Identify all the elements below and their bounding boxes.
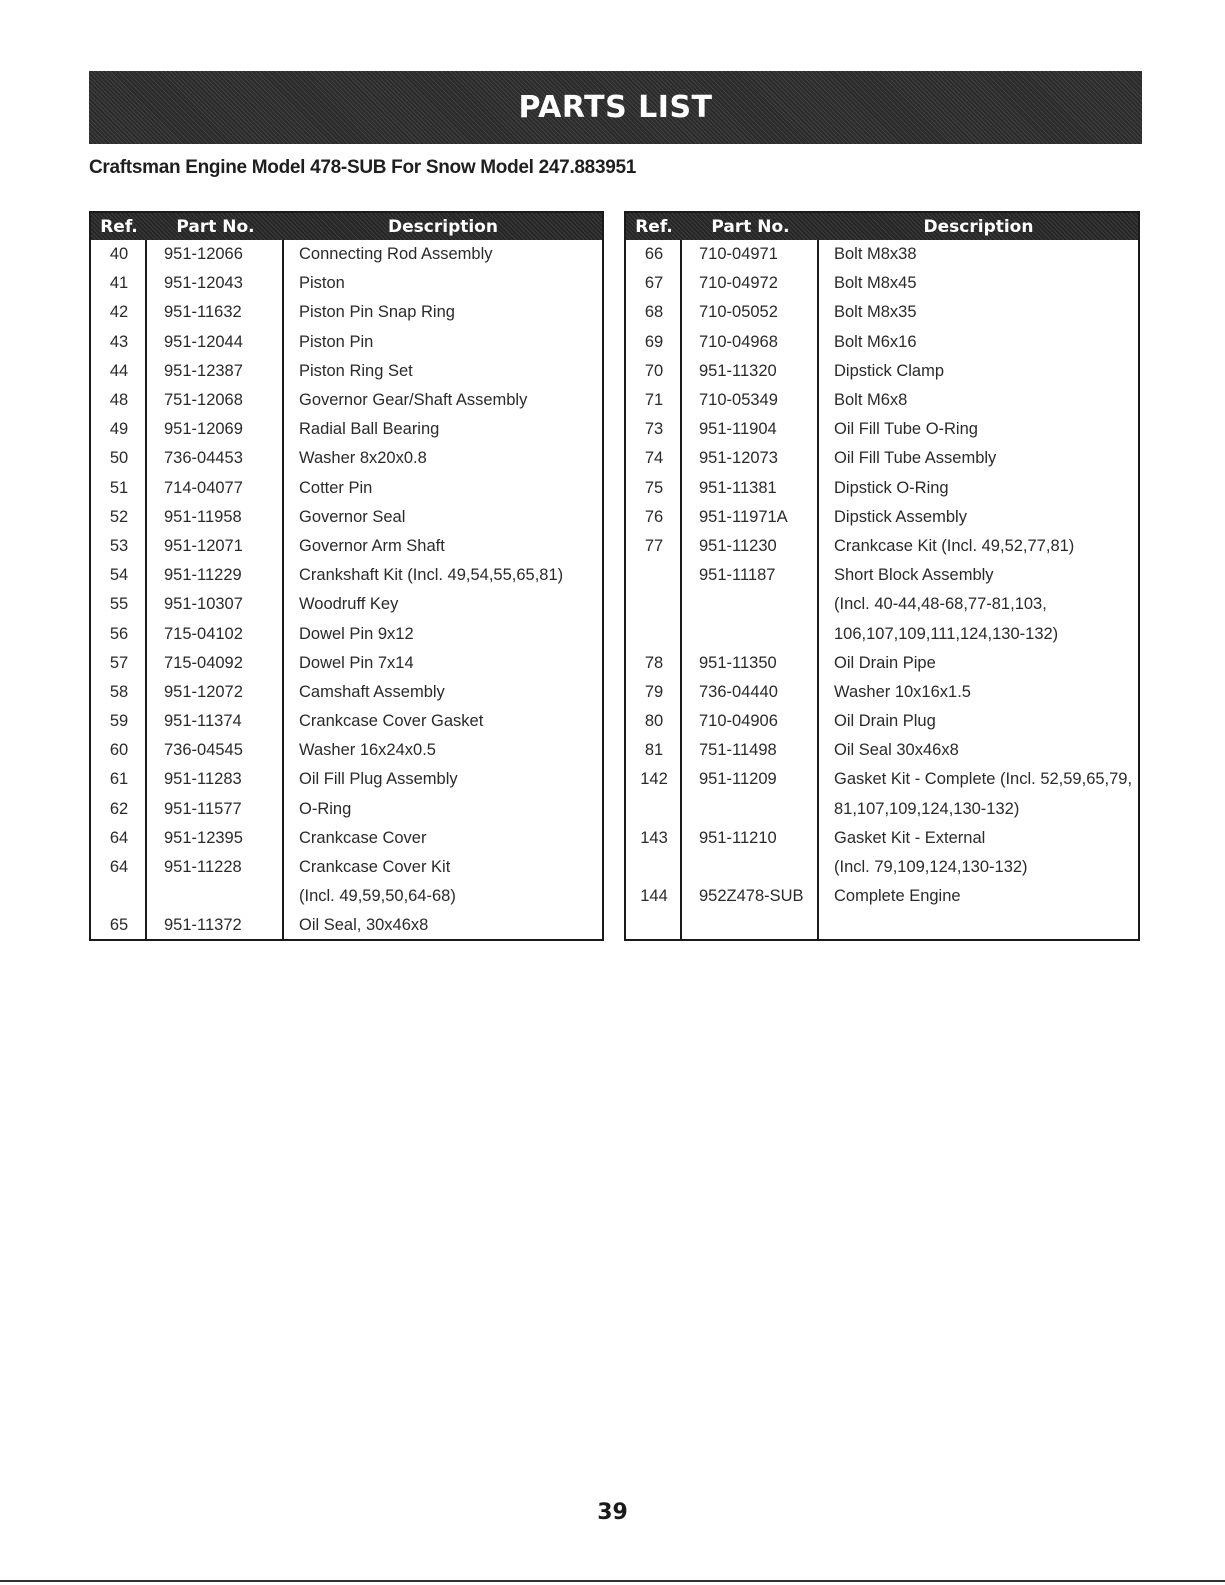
- header-part-no: Part No.: [176, 216, 255, 237]
- table-row: [626, 386, 1138, 415]
- description-cell: O-Ring: [299, 799, 352, 818]
- ref-cell: 54: [109, 566, 129, 585]
- description-cell: Camshaft Assembly: [299, 682, 445, 701]
- description-cell: Connecting Rod Assembly: [299, 245, 493, 264]
- part-no-cell: 951-11320: [699, 361, 777, 380]
- description-cell: Dowel Pin 7x14: [299, 653, 414, 672]
- part-no-cell: 951-11230: [699, 536, 777, 555]
- description-cell: Dipstick O-Ring: [834, 478, 949, 497]
- table-row: [626, 328, 1138, 357]
- table-row: [91, 561, 602, 590]
- part-no-cell: 951-11209: [699, 770, 777, 789]
- ref-cell: 77: [644, 536, 664, 555]
- description-cell: Dipstick Assembly: [834, 507, 967, 526]
- description-cell: (Incl. 40-44,48-68,77-81,103,: [834, 595, 1047, 614]
- ref-cell: 67: [644, 274, 664, 293]
- description-cell: Crankshaft Kit (Incl. 49,54,55,65,81): [299, 566, 564, 585]
- part-no-cell: 736-04545: [164, 741, 243, 760]
- part-no-cell: 951-12073: [699, 449, 778, 468]
- part-no-cell: 710-04968: [699, 332, 778, 351]
- table-row: [91, 882, 602, 911]
- table-row: [626, 824, 1138, 853]
- table-row: [91, 328, 602, 357]
- table-row: [91, 649, 602, 678]
- table-row: [626, 474, 1138, 503]
- table-rows-right: [626, 240, 1138, 911]
- description-cell: Governor Gear/Shaft Assembly: [299, 391, 528, 410]
- part-no-cell: 951-11632: [164, 303, 242, 322]
- part-no-cell: 951-11381: [699, 478, 777, 497]
- part-no-cell: 951-12044: [164, 332, 243, 351]
- table-row: [626, 795, 1138, 824]
- part-no-cell: 951-11577: [164, 799, 242, 818]
- description-cell: Oil Fill Plug Assembly: [299, 770, 458, 789]
- table-row: [91, 619, 602, 648]
- table-row: [91, 444, 602, 473]
- description-cell: Governor Seal: [299, 507, 406, 526]
- table-header: [626, 213, 1138, 240]
- description-cell: 81,107,109,124,130-132): [834, 799, 1020, 818]
- ref-cell: 56: [109, 624, 129, 643]
- part-no-cell: 714-04077: [164, 478, 243, 497]
- table-row: [91, 240, 602, 269]
- ref-cell: 40: [109, 245, 129, 264]
- description-cell: (Incl. 79,109,124,130-132): [834, 858, 1028, 877]
- description-cell: Piston: [299, 274, 345, 293]
- part-no-cell: 951-11904: [699, 420, 777, 439]
- description-cell: Washer 10x16x1.5: [834, 682, 971, 701]
- part-no-cell: 751-12068: [164, 391, 243, 410]
- ref-cell: 51: [109, 478, 129, 497]
- table-row: [91, 474, 602, 503]
- table-row: [91, 824, 602, 853]
- table-row: [91, 736, 602, 765]
- table-row: [626, 240, 1138, 269]
- table-row: [91, 357, 602, 386]
- description-cell: 106,107,109,111,124,130-132): [834, 624, 1059, 643]
- ref-cell: 53: [109, 536, 129, 555]
- description-cell: Oil Fill Tube O-Ring: [834, 420, 978, 439]
- description-cell: Bolt M6x16: [834, 332, 917, 351]
- ref-cell: 144: [640, 887, 668, 906]
- table-row: [626, 619, 1138, 648]
- table-header: [91, 213, 602, 240]
- part-no-cell: 951-11971A: [699, 507, 788, 526]
- table-row: [626, 736, 1138, 765]
- part-no-cell: 951-12395: [164, 828, 243, 847]
- description-cell: Crankcase Cover Kit: [299, 858, 451, 877]
- engine-model-subtitle: Craftsman Engine Model 478-SUB For Snow Model 247.883951: [89, 157, 637, 178]
- description-cell: Piston Pin: [299, 332, 374, 351]
- ref-cell: 75: [644, 478, 664, 497]
- ref-cell: 143: [640, 828, 668, 847]
- description-cell: Complete Engine: [834, 887, 961, 906]
- description-cell: Bolt M8x38: [834, 245, 917, 264]
- table-body: [626, 240, 1138, 939]
- header-ref: Ref.: [635, 216, 673, 237]
- part-no-cell: 715-04092: [164, 653, 243, 672]
- description-cell: Bolt M8x45: [834, 274, 917, 293]
- description-cell: Woodruff Key: [299, 595, 399, 614]
- description-cell: (Incl. 49,59,50,64-68): [299, 887, 456, 906]
- ref-cell: 79: [644, 682, 664, 701]
- ref-cell: 57: [109, 653, 129, 672]
- part-no-cell: 710-05349: [699, 391, 778, 410]
- description-cell: Crankcase Cover: [299, 828, 427, 847]
- part-no-cell: 751-11498: [699, 741, 777, 760]
- part-no-cell: 951-11283: [164, 770, 242, 789]
- table-row: [626, 444, 1138, 473]
- description-cell: Piston Pin Snap Ring: [299, 303, 455, 322]
- description-cell: Gasket Kit - External: [834, 828, 986, 847]
- part-no-cell: 951-11958: [164, 507, 242, 526]
- part-no-cell: 710-05052: [699, 303, 778, 322]
- table-row: [626, 532, 1138, 561]
- header-description: Description: [923, 216, 1034, 237]
- ref-cell: 43: [109, 332, 129, 351]
- ref-cell: 49: [109, 420, 129, 439]
- table-row: [91, 707, 602, 736]
- ref-cell: 62: [109, 799, 129, 818]
- table-row: [626, 298, 1138, 327]
- ref-cell: 58: [109, 682, 129, 701]
- part-no-cell: 951-11210: [699, 828, 777, 847]
- header-part-no: Part No.: [711, 216, 790, 237]
- part-no-cell: 951-11229: [164, 566, 242, 585]
- description-cell: Piston Ring Set: [299, 361, 413, 380]
- part-no-cell: 715-04102: [164, 624, 243, 643]
- description-cell: Governor Arm Shaft: [299, 536, 445, 555]
- description-cell: Oil Drain Pipe: [834, 653, 936, 672]
- description-cell: Bolt M8x35: [834, 303, 917, 322]
- page-title: PARTS LIST: [518, 90, 713, 125]
- table-row: [626, 357, 1138, 386]
- table-row: [91, 678, 602, 707]
- description-cell: Bolt M6x8: [834, 391, 908, 410]
- ref-cell: 50: [109, 449, 129, 468]
- table-row: [91, 386, 602, 415]
- ref-cell: 142: [640, 770, 668, 789]
- ref-cell: 55: [109, 595, 129, 614]
- table-row: [626, 503, 1138, 532]
- table-row: [91, 532, 602, 561]
- description-cell: Oil Fill Tube Assembly: [834, 449, 997, 468]
- ref-cell: 61: [109, 770, 129, 789]
- description-cell: Washer 16x24x0.5: [299, 741, 436, 760]
- ref-cell: 78: [644, 653, 664, 672]
- part-no-cell: 951-12072: [164, 682, 243, 701]
- table-row: [626, 765, 1138, 794]
- part-no-cell: 952Z478-SUB: [699, 887, 804, 906]
- header-banner: [89, 71, 1142, 144]
- part-no-cell: 951-10307: [164, 595, 243, 614]
- part-no-cell: 951-11228: [164, 858, 242, 877]
- ref-cell: 81: [644, 741, 664, 760]
- ref-cell: 70: [644, 361, 664, 380]
- description-cell: Cotter Pin: [299, 478, 373, 497]
- table-body: [91, 240, 602, 939]
- header-description: Description: [388, 216, 498, 237]
- part-no-cell: 951-11372: [164, 916, 242, 935]
- table-row: [626, 561, 1138, 590]
- description-cell: Crankcase Cover Gasket: [299, 712, 484, 731]
- table-row: [91, 269, 602, 298]
- ref-cell: 71: [644, 391, 664, 410]
- part-no-cell: 710-04906: [699, 712, 778, 731]
- description-cell: Oil Drain Plug: [834, 712, 936, 731]
- part-no-cell: 951-11350: [699, 653, 777, 672]
- parts-table-right: [624, 211, 1140, 941]
- part-no-cell: 951-11187: [699, 566, 776, 585]
- page-number: 39: [597, 1500, 628, 1525]
- table-row: [626, 882, 1138, 911]
- ref-cell: 59: [109, 712, 129, 731]
- table-rows-left: [91, 240, 602, 941]
- part-no-cell: 951-12387: [164, 361, 243, 380]
- description-cell: Washer 8x20x0.8: [299, 449, 427, 468]
- ref-cell: 66: [644, 245, 664, 264]
- part-no-cell: 736-04453: [164, 449, 243, 468]
- table-row: [91, 911, 602, 940]
- description-cell: Short Block Assembly: [834, 566, 994, 585]
- part-no-cell: 951-12071: [164, 536, 243, 555]
- description-cell: Radial Ball Bearing: [299, 420, 440, 439]
- ref-cell: 64: [109, 858, 129, 877]
- ref-cell: 44: [109, 361, 129, 380]
- table-row: [626, 678, 1138, 707]
- description-cell: Crankcase Kit (Incl. 49,52,77,81): [834, 536, 1075, 555]
- ref-cell: 65: [109, 916, 129, 935]
- table-row: [626, 853, 1138, 882]
- header-ref: Ref.: [100, 216, 138, 237]
- table-row: [626, 415, 1138, 444]
- description-cell: Gasket Kit - Complete (Incl. 52,59,65,79,: [834, 770, 1133, 789]
- ref-cell: 73: [644, 420, 664, 439]
- part-no-cell: 710-04972: [699, 274, 778, 293]
- ref-cell: 68: [644, 303, 664, 322]
- table-row: [626, 590, 1138, 619]
- part-no-cell: 951-12043: [164, 274, 243, 293]
- ref-cell: 42: [109, 303, 129, 322]
- part-no-cell: 951-11374: [164, 712, 242, 731]
- ref-cell: 48: [109, 391, 129, 410]
- table-row: [91, 795, 602, 824]
- table-row: [626, 707, 1138, 736]
- ref-cell: 74: [644, 449, 664, 468]
- description-cell: Oil Seal, 30x46x8: [299, 916, 429, 935]
- table-row: [626, 649, 1138, 678]
- table-row: [626, 269, 1138, 298]
- parts-table-left: [89, 211, 604, 941]
- part-no-cell: 951-12066: [164, 245, 243, 264]
- table-row: [91, 590, 602, 619]
- description-cell: Dipstick Clamp: [834, 361, 945, 380]
- table-row: [91, 415, 602, 444]
- bottom-rule: [0, 1580, 1225, 1582]
- description-cell: Oil Seal 30x46x8: [834, 741, 959, 760]
- table-row: [91, 503, 602, 532]
- part-no-cell: 736-04440: [699, 682, 778, 701]
- description-cell: Dowel Pin 9x12: [299, 624, 414, 643]
- ref-cell: 60: [109, 741, 129, 760]
- ref-cell: 76: [644, 507, 664, 526]
- ref-cell: 41: [109, 274, 129, 293]
- part-no-cell: 710-04971: [699, 245, 778, 264]
- ref-cell: 52: [109, 507, 129, 526]
- table-row: [91, 853, 602, 882]
- table-row: [91, 298, 602, 327]
- table-row: [91, 765, 602, 794]
- ref-cell: 64: [109, 828, 129, 847]
- ref-cell: 80: [644, 712, 664, 731]
- part-no-cell: 951-12069: [164, 420, 243, 439]
- ref-cell: 69: [644, 332, 664, 351]
